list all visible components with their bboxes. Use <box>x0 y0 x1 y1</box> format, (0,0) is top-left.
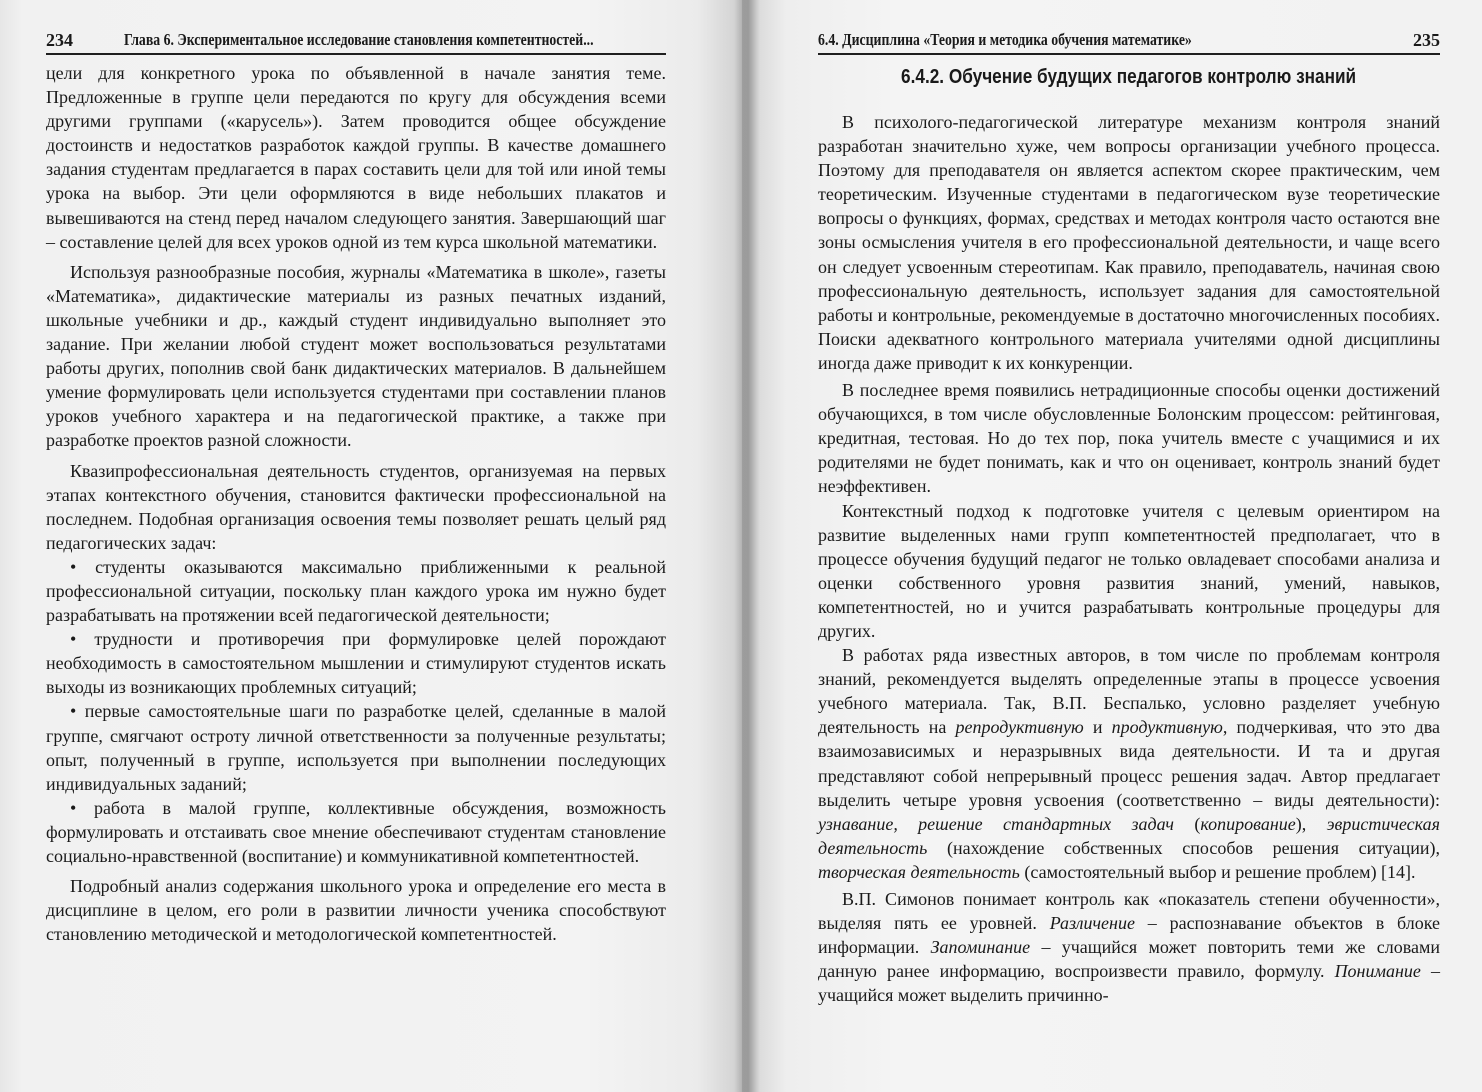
left-bullet-1: • студенты оказываются максимально приближенными к реальной профессиональной ситуации, поскольку план каждого урока им нужно будет разрабатывать на протяжении всей педагогической деятельности; <box>46 556 666 626</box>
p4-italic-j: эвристическая деятельность <box>818 813 1441 858</box>
p5-text-g: – учащийся может выделить причинно- <box>818 961 1440 1006</box>
right-page-number: 235 <box>1413 30 1440 50</box>
p5-italic-d: Запоминание <box>930 937 1031 958</box>
right-paragraph-4 <box>818 643 1440 884</box>
right-paragraph-1: В психолого-педагогической литературе механизм контроля знаний разработан значительно хуже, чем вопросы организации учебного процесса. Поэтому для преподавателя он является аспектом скорее практическим, чем теоретическим. Изученные студентами в педагогическом вузе теоретические вопросы о функциях, формах, средствах и методах контроля часто остаются вне зоны осмысления учителя в его профессиональной деятельности, и чаще всего он следует усвоенным стереотипам. Как правило, преподаватель, начиная свою профессиональную деятельность, использует задания для самостоятельной работы и контрольные, рекомендуемые в достаточно многочисленных пособиях. Поиски адекватного контрольного материала учителями одной дисциплины иногда даже приводит к их конкуренции. <box>818 112 1440 373</box>
section-heading-text: 6.4.2. Обучение будущих педагогов контролю знаний <box>901 66 1357 88</box>
p5-text-e: – учащийся может повторить теми же словами данную ранее информацию, воспроизвести правило, формулу. <box>818 937 1440 982</box>
book-gutter <box>734 0 760 1092</box>
right-paragraph-3: Контекстный подход к подготовке учителя с целевым ориентиром на развитие выделенных нами групп компетентностей предполагает, что в процессе обучения будущий педагог не только овладевает способами анализа и оценки собственного уровня развития знаний, умений, навыков, компетентностей, но и учится разрабатывать контрольные процедуры для других. <box>818 500 1440 641</box>
left-paragraph-2: Используя разнообразные пособия, журналы «Математика в школе», газеты «Математика», дидактические материалы из разных печатных изданий, школьные учебники и др., каждый студент индивидуально выполняет это задание. При желании любой студент может воспользоваться результатами работы других, пополнив свой банк дидактических материалов. В дальнейшем умение формулировать цели используется студентами при составлении планов уроков учебного характера и на педагогической практике, а также при разработке проектов разной сложности. <box>46 261 666 451</box>
right-header-rule <box>818 53 1440 55</box>
p5-italic-f: Понимание <box>1334 961 1421 982</box>
p4-text-i: ), <box>1295 813 1327 834</box>
p4-italic-d: продуктивную <box>1111 717 1223 738</box>
p4-text-e: , подчеркивая, что это два взаимозависимых и неразрывных вида деятельности. И та и другая представляют собой непрерывный процесс решения задач. Автор предлагает выделить четыре уровня усвоения (соответственно – виды деятельности): <box>818 717 1441 810</box>
right-paragraph-2: В последнее время появились нетрадиционные способы оценки достижений обучающихся, в том числе обусловленные Болонским процессом: рейтинговая, кредитная, тестовая. Но до тех пор, пока учитель вместе с учащимися и их родителями не будет понимать, как и что он оценивает, контроль знаний будет неэффективен. <box>818 380 1440 497</box>
section-heading <box>818 64 1440 90</box>
left-bullet-4: • работа в малой группе, коллективные обсуждения, возможность формулировать и отстаивать свое мнение обеспечивают студентам становление социально-нравственной (воспитание) и коммуникативной компетентностей. <box>46 797 666 866</box>
p5-text-a: В.П. Симонов понимает контроль как «показатель степени обученности», выделяя пять ее уровней. <box>818 889 1440 934</box>
p4-italic-l: творческая деятельность <box>818 861 1020 882</box>
p4-italic-b: репродуктивную <box>955 717 1084 738</box>
right-text-column <box>818 110 1440 1007</box>
right-running-head <box>818 28 1440 52</box>
left-running-head <box>46 28 666 52</box>
left-paragraph-3: Квазипрофессиональная деятельность студентов, организуемая на первых этапах контекстного обучения, становится фактически профессиональной на последнем. Подобная организация освоения темы позволяет решать целый ряд педагогических задач: <box>46 460 666 553</box>
left-bullet-3: • первые самостоятельные шаги по разработке целей, сделанные в малой группе, смягчают остроту личной ответственности за полученные результаты; опыт, полученный в группе, используется при выполнении последующих индивидуальных заданий; <box>46 701 666 794</box>
p4-text-k: (нахождение собственных способов решения ситуации), <box>927 837 1440 858</box>
right-running-title: 6.4. Дисциплина «Теория и методика обучения математике» <box>818 30 1192 49</box>
p4-text-a: В работах ряда известных авторов, в том числе по проблемам контроля знаний, рекомендуется выделять определенные этапы в процессе усвоения учебного материала. Так, В.П. Беспалько, условно разделяет учебную деятельность на <box>818 645 1440 738</box>
p4-text-m: (самостоятельный выбор и решение проблем) [14]. <box>1019 861 1416 882</box>
p4-text-g: ( <box>1174 813 1201 834</box>
left-text-column <box>46 61 666 946</box>
left-header-rule <box>46 53 666 55</box>
left-running-title: Глава 6. Экспериментальное исследование становления компетентностей... <box>124 30 594 49</box>
p5-italic-b: Различение <box>1049 913 1135 934</box>
left-page-number: 234 <box>46 30 73 50</box>
right-paragraph-5 <box>818 887 1440 1007</box>
p5-text-c: – распознавание объектов в блоке информации. <box>818 913 1440 958</box>
left-paragraph-last: Подробный анализ содержания школьного урока и определение его места в дисциплине в целом, его роли в развитии личности ученика способствуют становлению методической и методологической компетентностей. <box>46 876 666 945</box>
p4-italic-h: копирование <box>1200 813 1296 834</box>
left-bullet-2: • трудности и противоречия при формулировке целей порождают необходимость в самостоятельном мышлении и стимулируют студентов искать выходы из возникающих проблемных ситуаций; <box>46 629 666 698</box>
p4-italic-f: узнавание, решение стандартных задач <box>818 813 1175 834</box>
p4-text-c: и <box>1083 717 1112 738</box>
left-paragraph-1: цели для конкретного урока по объявленной в начале занятия теме. Предложенные в группе цели передаются по кругу для обсуждения всеми другими группами («карусель»). Затем проводится общее обсуждение достоинств и недостатков разработок каждой группы. В качестве домашнего задания студентам предлагается в парах составить цели для той или иной темы урока на выбор. Эти цели оформляются в виде небольших плакатов и вывешиваются на стенд перед началом следующего занятия. Завершающий шаг – составление целей для всех уроков одной из тем курса школьной математики. <box>46 63 666 252</box>
